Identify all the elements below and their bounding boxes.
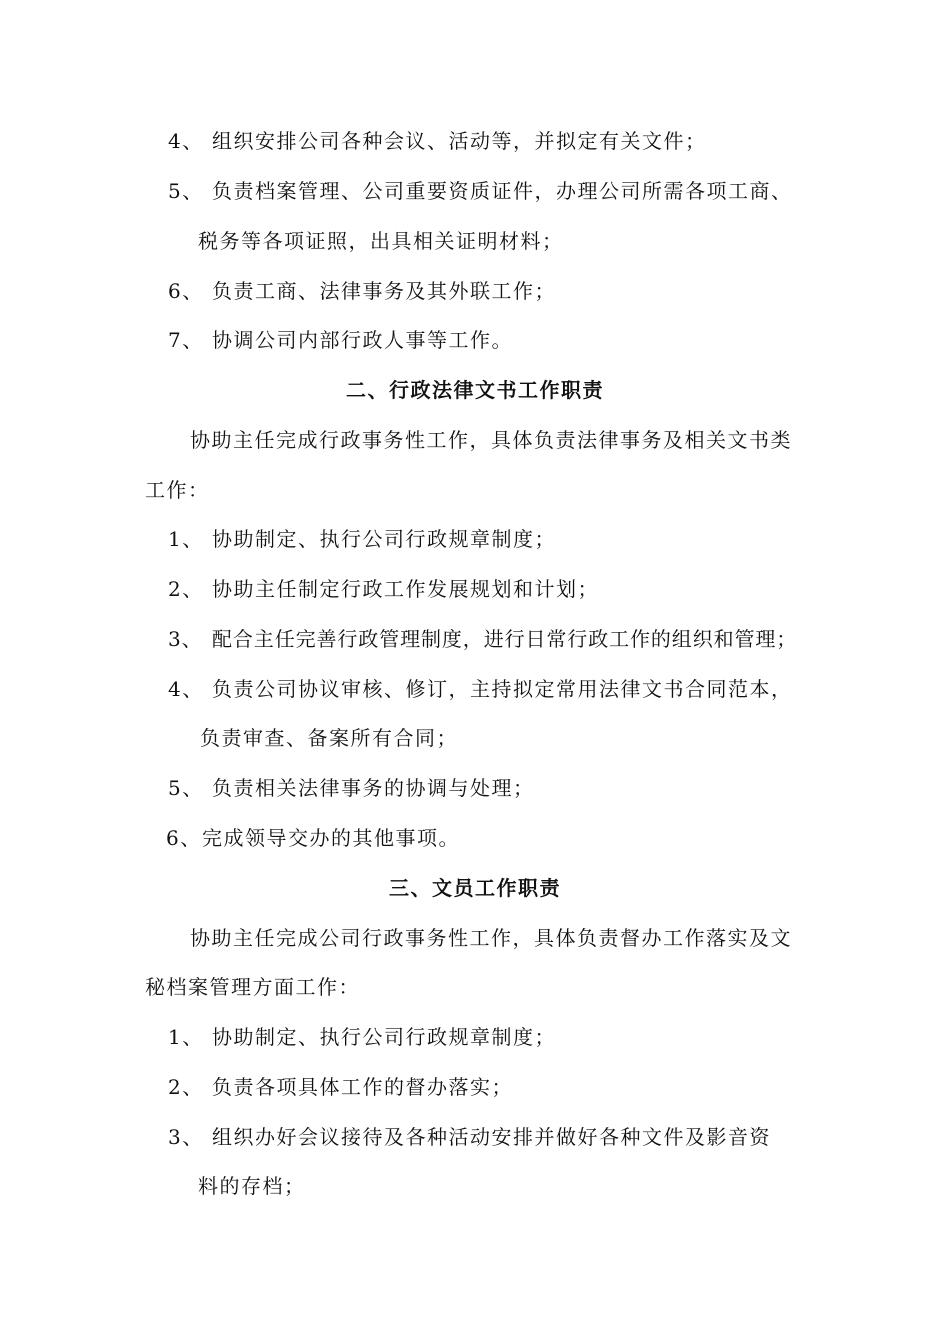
section-intro: 协助主任完成公司行政事务性工作，具体负责督办工作落实及文 (190, 926, 792, 950)
item-number: 4、 (168, 129, 204, 153)
item-number: 5、 (168, 776, 204, 800)
item-number: 7、 (168, 328, 204, 352)
item-text: 协助制定、执行公司行政规章制度； (212, 527, 556, 551)
item-text: 协助主任制定行政工作发展规划和计划； (212, 577, 599, 601)
item-number: 3、 (168, 627, 203, 651)
item-number: 1、 (168, 1025, 204, 1049)
list-item-continuation: 税务等各项证照，出具相关证明材料； (198, 229, 564, 253)
list-item (168, 677, 793, 701)
list-item (168, 1075, 513, 1099)
item-text: 负责公司协议审核、修订，主持拟定常用法律文书合同范本， (212, 677, 793, 701)
item-number: 6、 (168, 279, 204, 303)
section-intro-continuation: 秘档案管理方面工作： (145, 975, 360, 999)
item-text: 负责档案管理、公司重要资质证件，办理公司所需各项工商、 (212, 179, 793, 203)
list-item-continuation: 料的存档； (198, 1174, 306, 1198)
item-number: 5、 (168, 179, 204, 203)
list-item (168, 1125, 771, 1149)
item-number: 6、 (166, 826, 202, 850)
list-item (168, 328, 513, 352)
list-item (168, 179, 793, 203)
item-text: 协助制定、执行公司行政规章制度； (212, 1025, 556, 1049)
item-text: 组织办好会议接待及各种活动安排并做好各种文件及影音资 (212, 1125, 771, 1149)
list-item (168, 577, 599, 601)
item-number: 4、 (168, 677, 204, 701)
item-number: 3、 (168, 1125, 204, 1149)
item-text: 协调公司内部行政人事等工作。 (212, 328, 513, 352)
list-item-continuation: 负责审查、备案所有合同； (200, 726, 458, 750)
list-item (168, 627, 797, 651)
item-text: 负责相关法律事务的协调与处理； (212, 776, 535, 800)
list-item (166, 826, 460, 850)
item-text: 负责各项具体工作的督办落实； (212, 1075, 513, 1099)
item-number: 2、 (168, 1075, 204, 1099)
item-text: 组织安排公司各种会议、活动等，并拟定有关文件； (212, 129, 707, 153)
list-item (168, 129, 707, 153)
item-text: 完成领导交办的其他事项。 (202, 826, 460, 850)
item-text: 负责工商、法律事务及其外联工作； (212, 279, 556, 303)
list-item (168, 776, 535, 800)
list-item (168, 527, 556, 551)
section-intro-continuation: 工作： (145, 478, 210, 502)
list-item (168, 1025, 556, 1049)
list-item (168, 279, 556, 303)
section-heading: 二、行政法律文书工作职责 (346, 378, 604, 402)
item-number: 2、 (168, 577, 204, 601)
section-heading: 三、文员工作职责 (389, 876, 561, 900)
item-number: 1、 (168, 527, 204, 551)
section-intro: 协助主任完成行政事务性工作，具体负责法律事务及相关文书类 (190, 428, 792, 452)
item-text: 配合主任完善行政管理制度，进行日常行政工作的组织和管理； (212, 627, 798, 651)
